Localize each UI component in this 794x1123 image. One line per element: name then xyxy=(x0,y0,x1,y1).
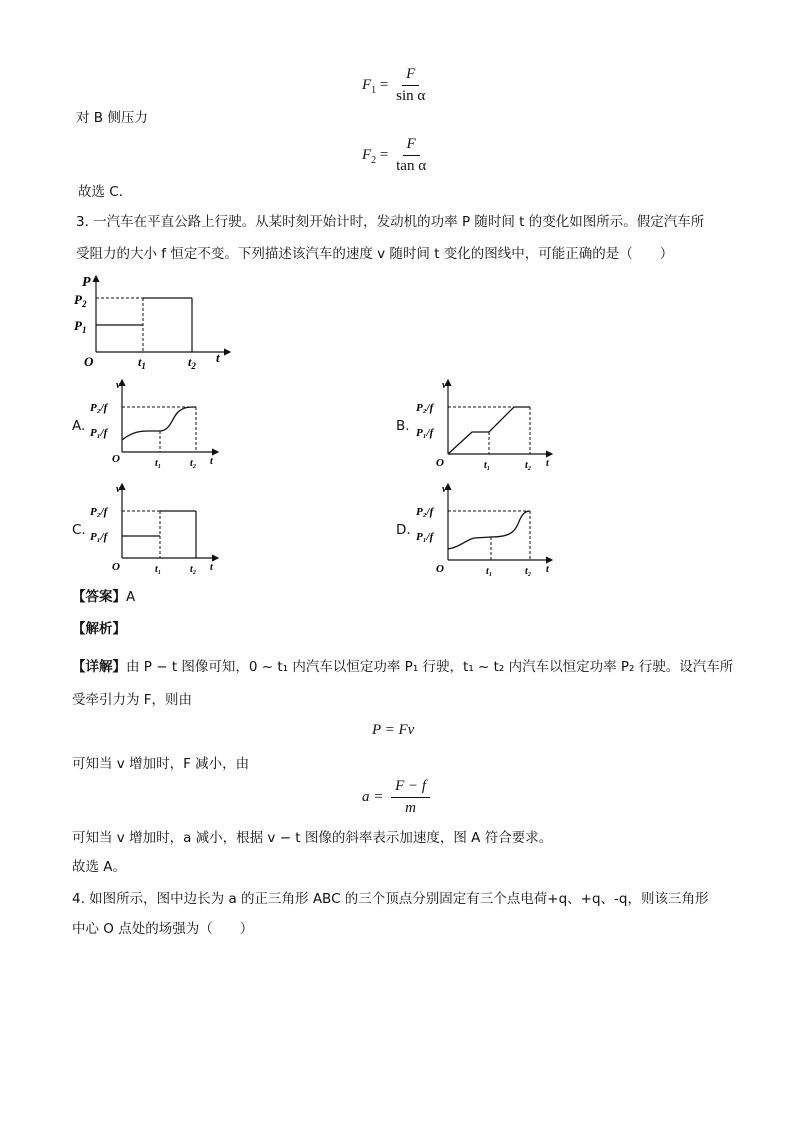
svg-text:t₂: t₂ xyxy=(525,460,532,471)
svg-text:P₂/f: P₂/f xyxy=(90,506,108,518)
option-b-graph[interactable] xyxy=(408,378,558,472)
svg-text:t₁: t₁ xyxy=(155,458,162,469)
equation-p-fv: P = Fv xyxy=(372,722,415,738)
svg-text:t₁: t₁ xyxy=(484,460,491,471)
b-side-pressure-text: 对 B 侧压力 xyxy=(76,110,148,126)
option-d-curve xyxy=(448,511,530,549)
choose-c-text: 故选 C． xyxy=(78,184,133,200)
svg-text:P₂/f: P₂/f xyxy=(416,402,434,414)
svg-text:O: O xyxy=(436,457,444,469)
equation-acceleration: a = $\frac{F - f}{m}$ xyxy=(362,778,430,817)
svg-text:t: t xyxy=(210,562,213,573)
svg-text:t: t xyxy=(546,458,549,469)
detail-line-1: 【详解】由 P − t 图像可知，0 ~ t₁ 内汽车以恒定功率 P₁ 行驶，t₁ ~ t₂ 内汽车以恒定功率 P₂ 行驶。设汽车所 xyxy=(72,659,734,675)
svg-text:t₁: t₁ xyxy=(486,566,493,576)
power-time-graph xyxy=(70,270,240,370)
svg-text:P₁/f: P₁/f xyxy=(90,427,108,439)
answer-line xyxy=(72,587,135,607)
svg-text:t₂: t₂ xyxy=(525,566,532,576)
svg-text:O: O xyxy=(112,561,120,573)
option-d-graph[interactable] xyxy=(408,482,558,576)
svg-text:P₁/f: P₁/f xyxy=(416,531,434,543)
option-b-curve xyxy=(448,407,530,454)
option-a-graph[interactable] xyxy=(84,378,224,472)
detail-line-2: 受牵引力为 F，则由 xyxy=(72,692,193,708)
question-3-line-1: 3. 一汽车在平直公路上行驶。从某时刻开始计时，发动机的功率 P 随时间 t 的变化如图所示。假定汽车所 xyxy=(76,214,705,230)
p-axis-label: P xyxy=(82,275,91,290)
svg-text:t: t xyxy=(210,456,213,467)
detail-line-3: 可知当 v 增加时，F 减小，由 xyxy=(72,756,250,772)
p2-label: $P_2$ xyxy=(74,292,87,309)
answer-value: A xyxy=(126,589,136,605)
option-c-graph[interactable] xyxy=(84,482,224,576)
svg-text:P₂/f: P₂/f xyxy=(90,402,108,414)
svg-text:t₂: t₂ xyxy=(190,564,197,575)
t-axis-label: t xyxy=(216,350,220,365)
detail-line-4: 可知当 v 增加时，a 减小，根据 v − t 图像的斜率表示加速度，图 A 符合要求。 xyxy=(72,830,553,846)
svg-text:O: O xyxy=(112,453,120,465)
answer-tag: 【答案】 xyxy=(72,589,126,605)
svg-text:O: O xyxy=(436,563,444,575)
option-a-curve xyxy=(122,407,196,440)
equation-f2: $F_2$ = $\frac{F}{\text{tan α}}$ xyxy=(362,136,427,174)
option-b-letter[interactable]: B. xyxy=(396,418,410,434)
p1-label: $P_1$ xyxy=(74,318,87,335)
svg-text:v: v xyxy=(116,380,121,391)
option-c-letter[interactable]: C. xyxy=(72,522,86,538)
svg-text:v: v xyxy=(442,484,447,495)
equation-f1: $F_1$ = $\frac{F}{\text{sin α}}$ xyxy=(362,66,426,104)
svg-text:v: v xyxy=(442,380,447,391)
question-4-line-2: 中心 O 点处的场强为（ ） xyxy=(72,921,254,937)
svg-text:t₂: t₂ xyxy=(190,458,197,469)
option-d-letter[interactable]: D. xyxy=(396,522,411,538)
origin-label: O xyxy=(84,354,94,369)
question-4-line-1: 4. 如图所示，图中边长为 a 的正三角形 ABC 的三个顶点分别固定有三个点电荷+q、+q、-q，则该三角形 xyxy=(72,891,709,907)
svg-text:P₁/f: P₁/f xyxy=(416,427,434,439)
analysis-tag: 【解析】 xyxy=(72,621,126,637)
t2-label: $t_2$ xyxy=(188,355,196,370)
svg-text:t₁: t₁ xyxy=(155,564,162,575)
svg-text:P₂/f: P₂/f xyxy=(416,506,434,518)
option-a-letter[interactable]: A. xyxy=(72,418,86,434)
svg-text:P₁/f: P₁/f xyxy=(90,531,108,543)
detail-tag: 【详解】 xyxy=(72,659,126,675)
t1-label: $t_1$ xyxy=(138,355,146,370)
svg-text:v: v xyxy=(116,484,121,495)
choose-a-text: 故选 A。 xyxy=(72,859,127,875)
svg-text:t: t xyxy=(546,564,549,575)
question-3-line-2: 受阻力的大小 f 恒定不变。下列描述该汽车的速度 v 随时间 t 变化的图线中，可能正确的是（ ） xyxy=(76,246,674,262)
